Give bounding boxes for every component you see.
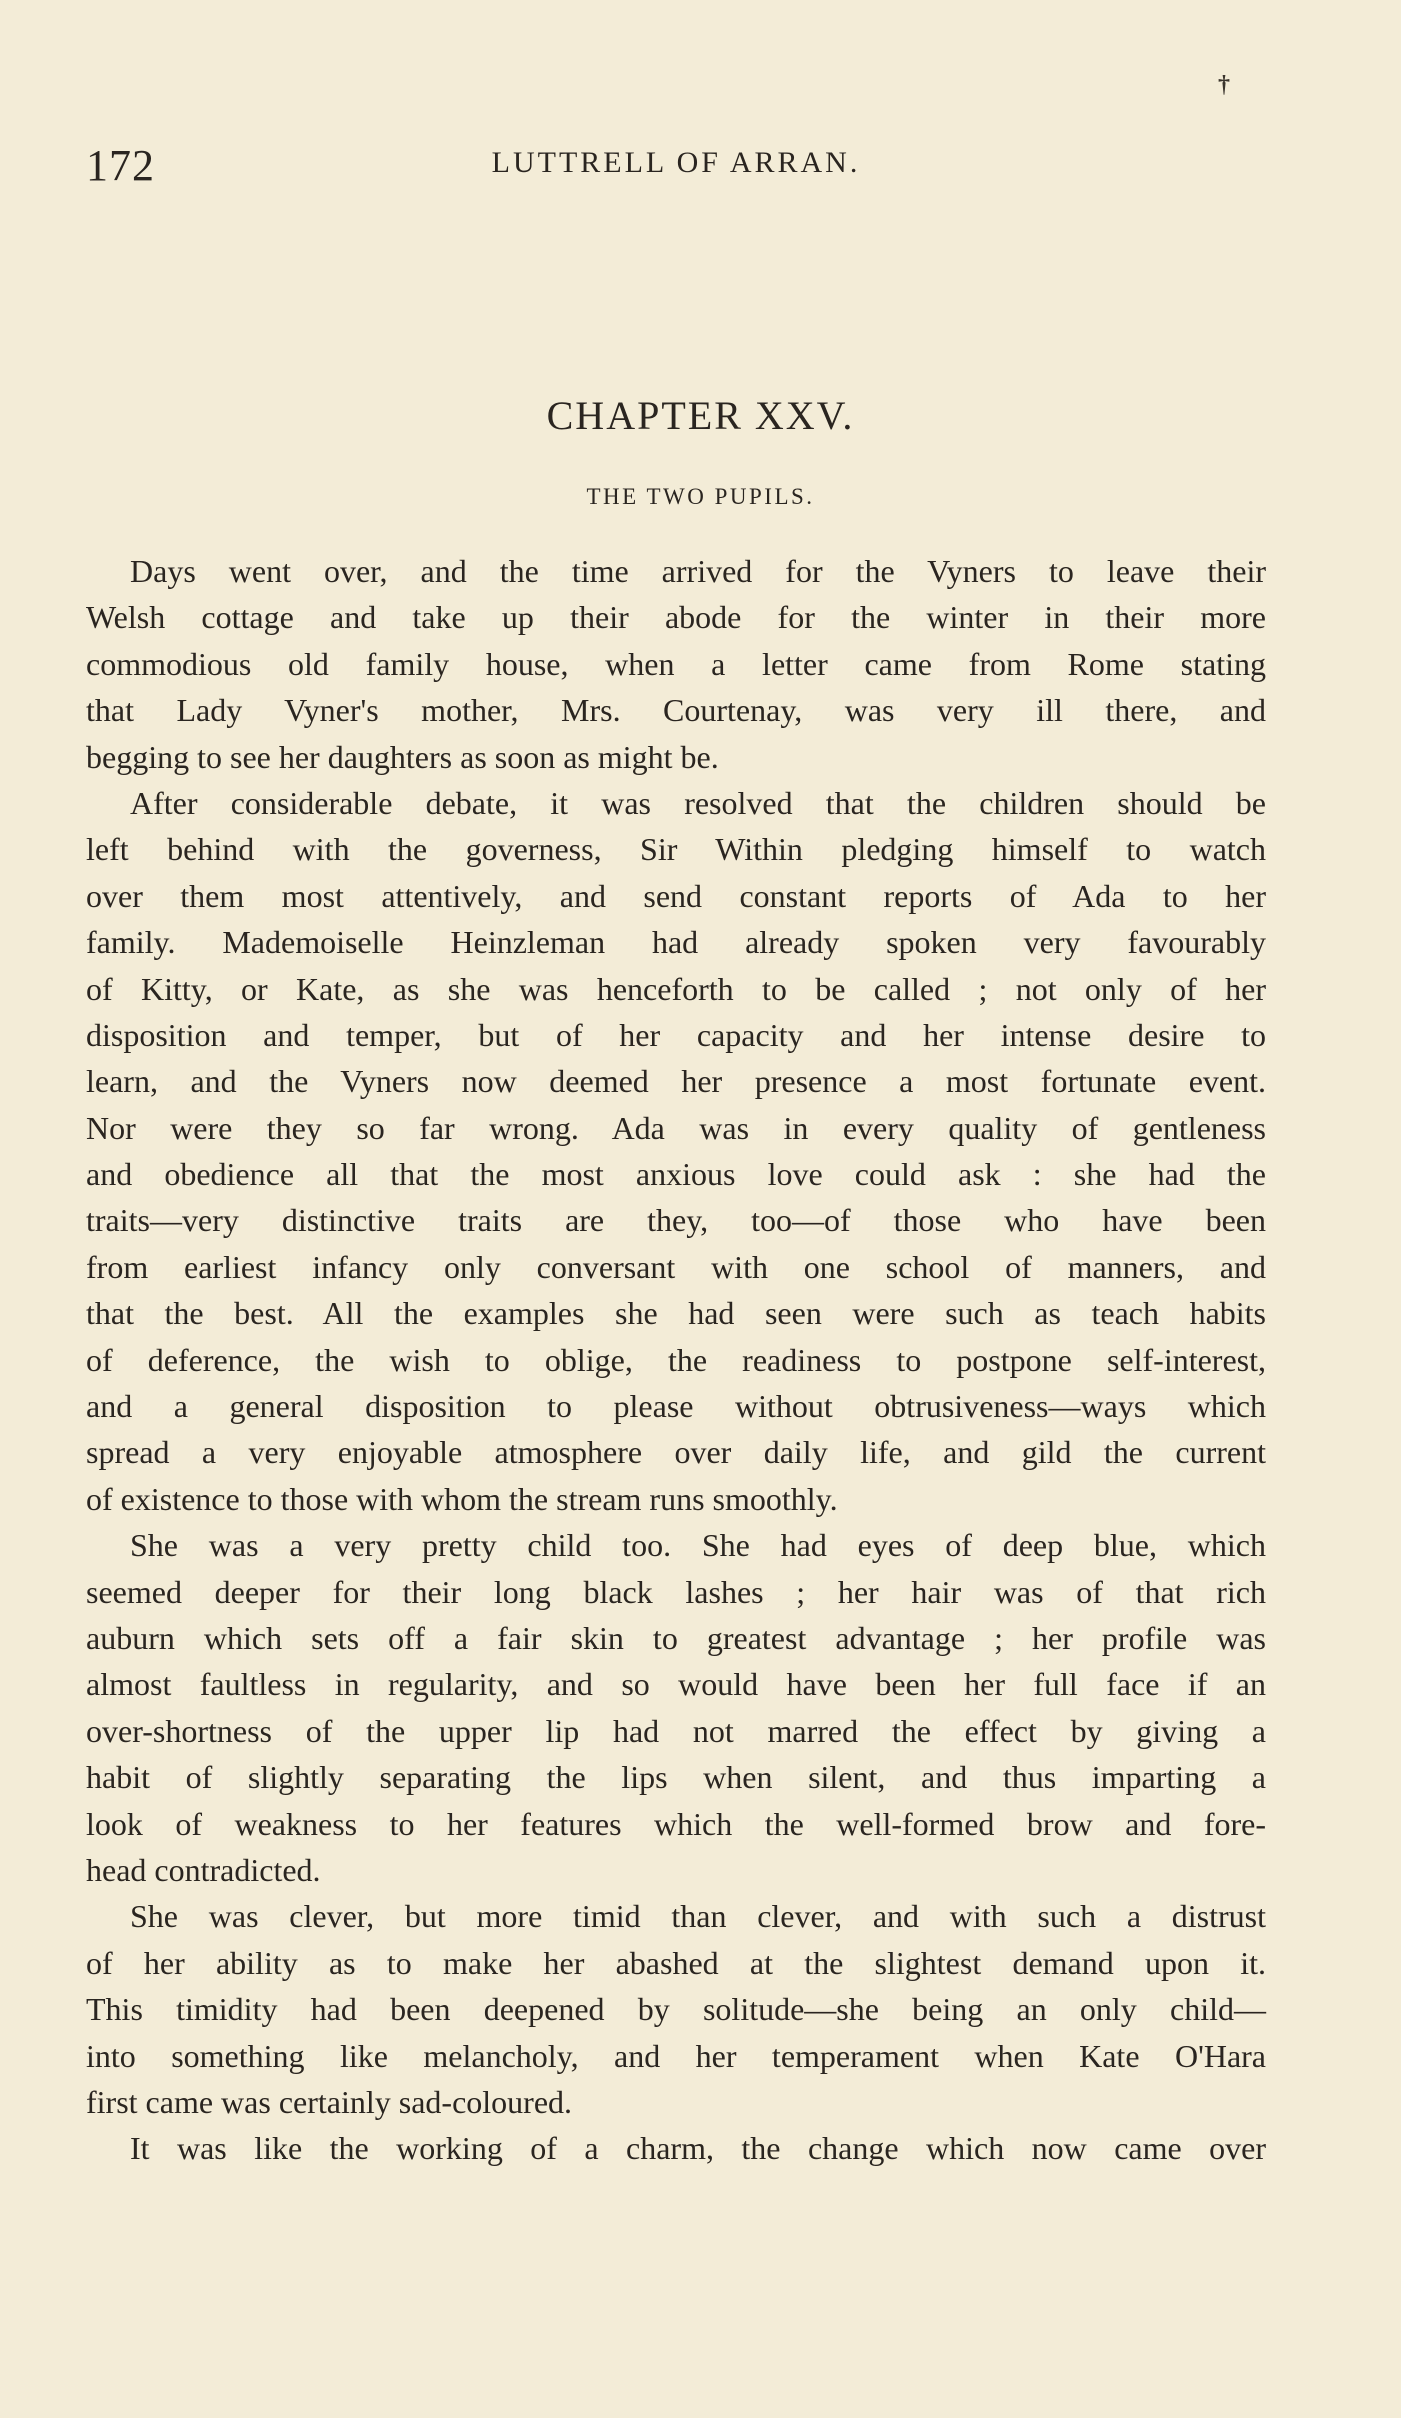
text-line: traits—very distinctive traits are they, too—of those who have been	[86, 1202, 1266, 1239]
text-line: first came was certainly sad-coloured.	[86, 2083, 573, 2120]
text-line: of deference, the wish to oblige, the readiness to postpone self-interest,	[86, 1341, 1266, 1378]
chapter-title: CHAPTER XXV.	[546, 393, 855, 438]
text-line: and obedience all that the most anxious love could ask : she had the	[86, 1156, 1266, 1193]
text-line: into something like melancholy, and her temperament when Kate O'Hara	[86, 2037, 1266, 2074]
corner-mark: †	[1218, 72, 1230, 98]
text-line: family. Mademoiselle Heinzleman had already spoken very favourably	[86, 924, 1266, 961]
body-text	[86, 548, 1266, 2172]
text-line: commodious old family house, when a letter came from Rome stating	[86, 645, 1266, 682]
text-line: from earliest infancy only conversant with one school of manners, and	[86, 1248, 1266, 1285]
text-line: seemed deeper for their long black lashes ; her hair was of that rich	[86, 1573, 1266, 1610]
text-line: that the best. All the examples she had seen were such as teach habits	[86, 1295, 1266, 1332]
text-line: She was a very pretty child too. She had eyes of deep blue, which	[130, 1527, 1266, 1564]
text-line: of her ability as to make her abashed at the slightest demand upon it.	[86, 1944, 1266, 1981]
chapter-subtitle: THE TWO PUPILS.	[586, 484, 815, 509]
text-line: She was clever, but more timid than clever, and with such a distrust	[130, 1898, 1266, 1935]
text-line: disposition and temper, but of her capacity and her intense desire to	[86, 1016, 1266, 1053]
text-line: Days went over, and the time arrived for the Vyners to leave their	[130, 553, 1266, 589]
text-line: over-shortness of the upper lip had not marred the effect by giving a	[86, 1712, 1266, 1749]
text-line: This timidity had been deepened by solitude—she being an only child—	[86, 1991, 1266, 2028]
text-line: head contradicted.	[86, 1851, 321, 1888]
text-line: left behind with the governess, Sir Within pledging himself to watch	[86, 831, 1266, 868]
text-line: After considerable debate, it was resolved that the children should be	[130, 784, 1266, 821]
text-line: over them most attentively, and send constant reports of Ada to her	[86, 877, 1266, 914]
text-line: of existence to those with whom the stream runs smoothly.	[86, 1480, 838, 1517]
running-title: LUTTRELL OF ARRAN.	[491, 146, 861, 179]
text-line: Welsh cottage and take up their abode for the winter in their more	[86, 599, 1266, 636]
text-line: spread a very enjoyable atmosphere over daily life, and gild the current	[86, 1434, 1266, 1471]
text-line: almost faultless in regularity, and so would have been her full face if an	[86, 1666, 1266, 1703]
running-head	[86, 140, 1266, 190]
text-line: habit of slightly separating the lips when silent, and thus imparting a	[86, 1759, 1266, 1796]
text-line: and a general disposition to please without obtrusiveness—ways which	[86, 1388, 1266, 1425]
text-line: that Lady Vyner's mother, Mrs. Courtenay, was very ill there, and	[86, 692, 1266, 729]
text-line: auburn which sets off a fair skin to greatest advantage ; her profile was	[86, 1619, 1266, 1656]
text-line: learn, and the Vyners now deemed her presence a most fortunate event.	[86, 1063, 1266, 1100]
text-line: of Kitty, or Kate, as she was henceforth to be called ; not only of her	[86, 970, 1266, 1007]
text-line: look of weakness to her features which the well-formed brow and fore-	[86, 1805, 1266, 1842]
text-line: begging to see her daughters as soon as might be.	[86, 738, 719, 775]
text-line: It was like the working of a charm, the change which now came over	[130, 2130, 1266, 2167]
text-line: Nor were they so far wrong. Ada was in every quality of gentleness	[86, 1109, 1266, 1146]
page-number: 172	[86, 141, 155, 190]
